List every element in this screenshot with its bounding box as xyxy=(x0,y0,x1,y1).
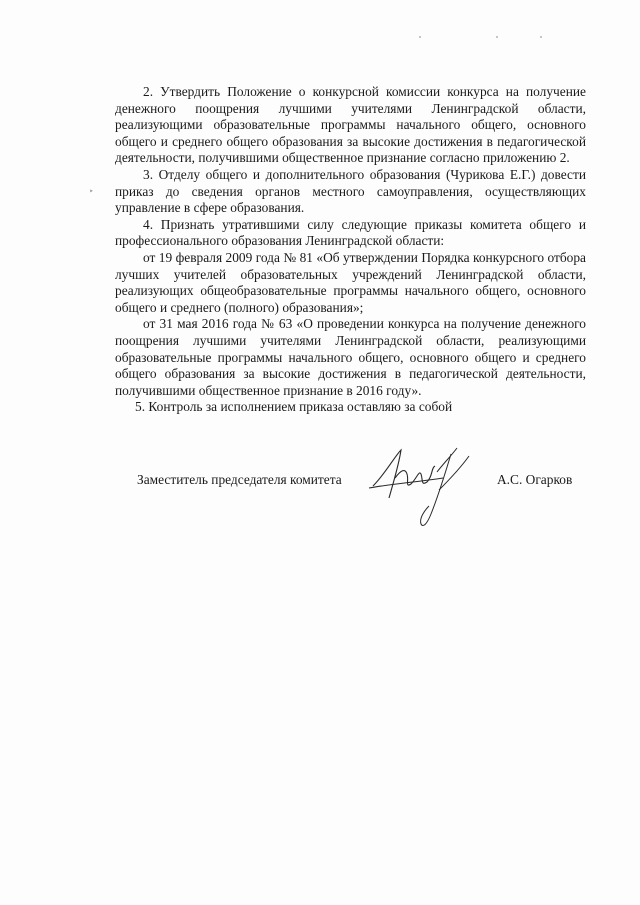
handwritten-signature xyxy=(365,444,475,534)
paragraph-item-2: 2. Утвердить Положение о конкурсной комиссии конкурса на получение денежного поощрения лучшими учителями Ленинградской области, реализующими образовательные программы начального общего, основного общего и среднего общего образования за высокие достижения в педагогической деятельности, получившими общественное признание согласно приложению 2. xyxy=(115,84,586,166)
repealed-order-2009: от 19 февраля 2009 года № 81 «Об утверждении Порядка конкурсного отбора лучших учителей образовательных учреждений Ленинградской области, реализующих общеобразовательные программы начального общего, основного общего и среднего (полного) образования»; xyxy=(115,249,586,315)
paragraph-item-3: 3. Отделу общего и дополнительного образования (Чурикова Е.Г.) довести приказ до сведения органов местного самоуправления, осуществляющих управление в сфере образования. xyxy=(115,166,586,216)
scan-speck xyxy=(419,36,421,38)
signature-block xyxy=(137,462,597,552)
paragraph-item-5: 5. Контроль за исполнением приказа оставляю за собой xyxy=(135,399,453,415)
margin-mark: ‣ xyxy=(89,187,94,196)
signatory-name: А.С. Огарков xyxy=(497,472,573,487)
scan-speck xyxy=(496,36,498,38)
signatory-position: Заместитель председателя комитета xyxy=(137,472,342,487)
document-body xyxy=(115,84,586,416)
repealed-order-2016: от 31 мая 2016 года № 63 «О проведении конкурса на получение денежного поощрения лучшими учителями Ленинградской области, реализующими образовательные программы начального общего, основного общего и среднего общего образования за высокие достижения в педагогической деятельности, получившими общественное признание в 2016 году». xyxy=(115,316,586,398)
paragraph-item-4: 4. Признать утратившими силу следующие приказы комитета общего и профессионального образования Ленинградской области: xyxy=(115,216,586,249)
scan-speck xyxy=(540,36,542,38)
